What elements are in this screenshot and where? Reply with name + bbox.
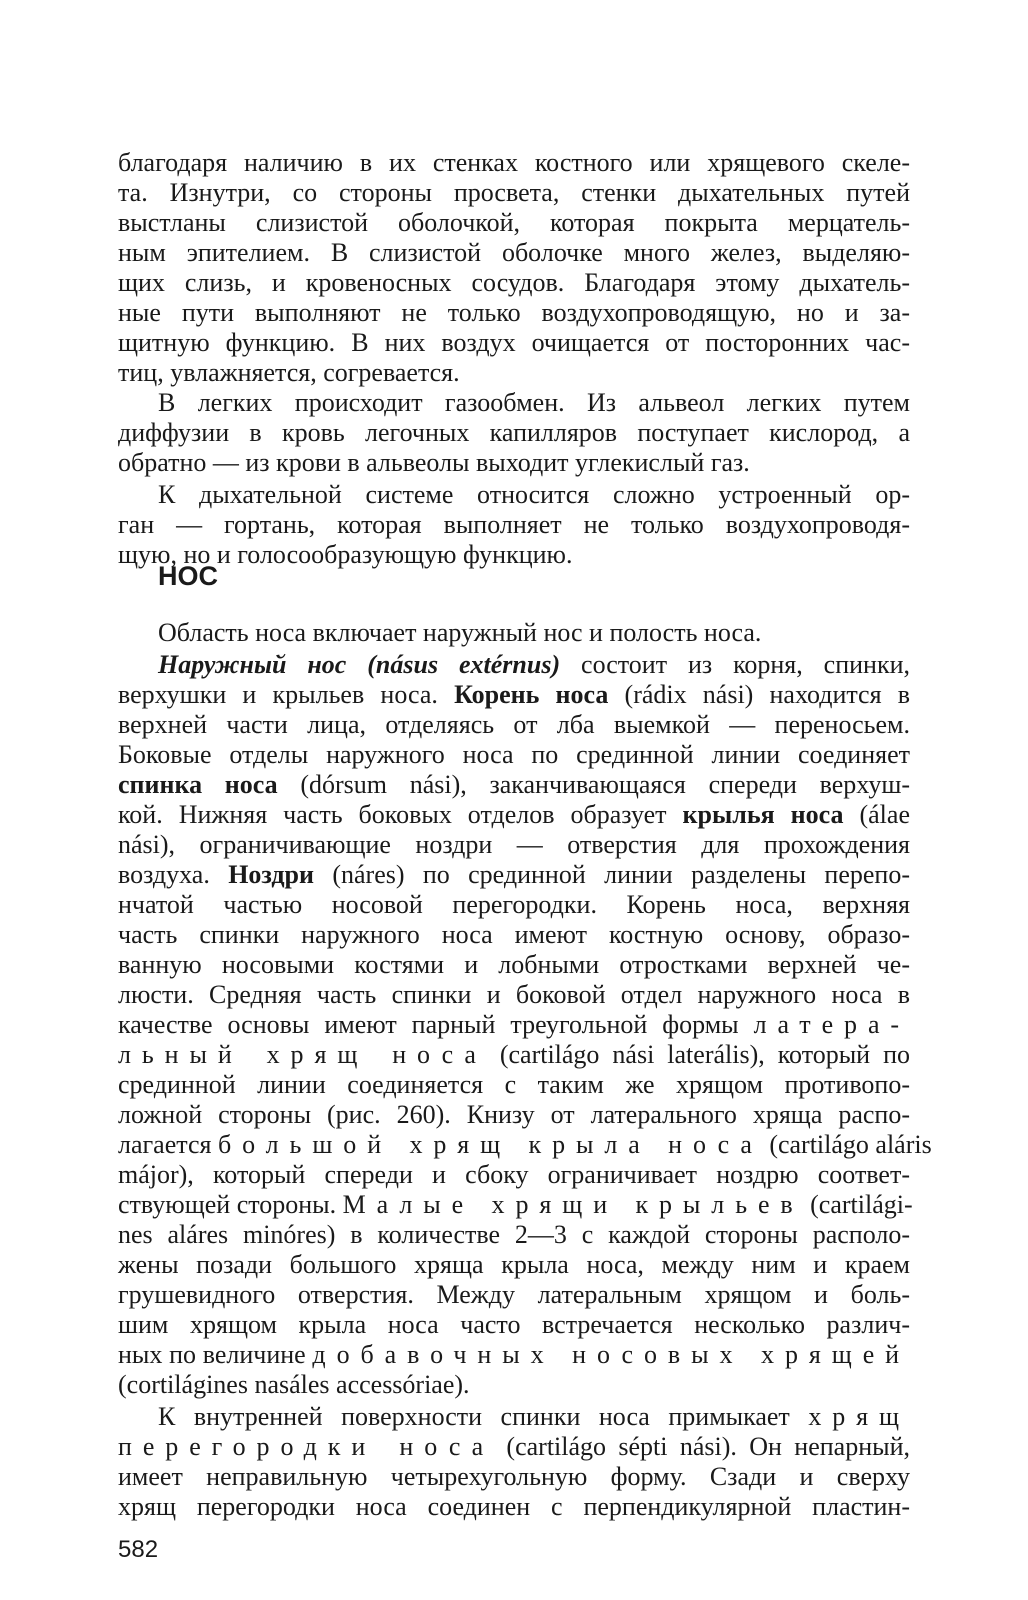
spaced-term: льный хрящ носа bbox=[118, 1040, 487, 1069]
text-span: (álae bbox=[843, 800, 910, 829]
text-span: (cartilági- bbox=[803, 1190, 913, 1219]
term-external-nose: Наружный нос (násus extérnus) bbox=[158, 650, 561, 679]
text-line: хрящ перегородки носа соединен с перпендикулярной пластин- bbox=[118, 1492, 910, 1521]
text-line bbox=[118, 860, 910, 890]
text-line: щую, но и голосообразующую функцию. bbox=[118, 540, 573, 569]
text-line: люсти. Средняя часть спинки и боковой отдел наружного носа в bbox=[118, 980, 910, 1009]
text-line bbox=[118, 1040, 910, 1070]
text-line: щих слизь, и кровеносных сосудов. Благодаря этому дыхатель- bbox=[118, 268, 910, 297]
text-line: благодаря наличию в их стенках костного или хрящевого скеле- bbox=[118, 148, 910, 177]
text-line: májor), который спереди и сбоку ограничивает ноздрю соответ- bbox=[118, 1160, 910, 1189]
text-line bbox=[158, 650, 910, 680]
term-nose-bridge: спинка носа bbox=[118, 770, 278, 799]
text-line bbox=[118, 800, 910, 830]
text-line: срединной линии соединяется с таким же хрящом противопо- bbox=[118, 1070, 910, 1099]
text-line: Область носа включает наружный нос и полость носа. bbox=[158, 618, 762, 647]
page-number: 582 bbox=[118, 1536, 159, 1563]
text-span: (cartilágo nási laterális), который по bbox=[486, 1040, 910, 1069]
text-line: часть спинки наружного носа имеют костную основу, образо- bbox=[118, 920, 910, 949]
section-heading: НОС bbox=[158, 561, 218, 591]
text-span: (dórsum nási), заканчивающаяся спереди верхуш- bbox=[277, 770, 910, 799]
text-line: (cortilágines nasáles accessóriae). bbox=[118, 1370, 470, 1399]
text-span: ствующей стороны. bbox=[118, 1190, 343, 1219]
text-line: ган — гортань, которая выполняет не только воздухопроводя- bbox=[118, 510, 910, 539]
text-line: nási), ограничивающие ноздри — отверстия для прохождения bbox=[118, 830, 910, 859]
text-line bbox=[118, 680, 910, 710]
text-span: (náres) по срединной линии разделены перепо- bbox=[313, 860, 911, 889]
text-line: та. Изнутри, со стороны просвета, стенки дыхательных путей bbox=[118, 178, 910, 207]
text-line bbox=[118, 1432, 910, 1462]
text-line: жены позади большого хряща крыла носа, между ним и краем bbox=[118, 1250, 910, 1279]
term-nose-wings: крылья носа bbox=[682, 800, 844, 829]
spaced-term: добавочных носовых хрящей bbox=[312, 1340, 910, 1369]
text-span: К внутренней поверхности спинки носа примыкает bbox=[158, 1402, 809, 1431]
text-line bbox=[118, 770, 910, 800]
text-line: обратно — из крови в альвеолы выходит углекислый газ. bbox=[118, 448, 750, 477]
term-nose-root: Корень носа bbox=[454, 680, 609, 709]
text-span: кой. Нижняя часть боковых отделов образует bbox=[118, 800, 683, 829]
text-line: nes aláres minóres) в количестве 2—3 с каждой стороны располо- bbox=[118, 1220, 910, 1249]
text-line: ложной стороны (рис. 260). Книзу от латерального хряща распо- bbox=[118, 1100, 910, 1129]
term-nostrils: Ноздри bbox=[228, 860, 314, 889]
spaced-term: хрящ bbox=[808, 1402, 910, 1431]
text-span: лагается bbox=[118, 1130, 218, 1159]
spaced-term: Малые хрящи крыльев bbox=[342, 1190, 804, 1219]
text-line: шим хрящом крыла носа часто встречается несколько различ- bbox=[118, 1310, 910, 1339]
text-line bbox=[118, 1340, 910, 1370]
text-line: верхней части лица, отделяясь от лба выемкой — переносьем. bbox=[118, 710, 910, 739]
text-span: ных по величине bbox=[118, 1340, 313, 1369]
text-line bbox=[118, 1190, 913, 1220]
text-line: В легких происходит газообмен. Из альвеол легких путем bbox=[158, 388, 910, 417]
text-span: воздуха. bbox=[118, 860, 229, 889]
spaced-term: латера- bbox=[753, 1010, 910, 1039]
text-span: (cartilágo aláris bbox=[762, 1130, 932, 1159]
text-line: К дыхательной системе относится сложно устроенный ор- bbox=[158, 480, 910, 509]
text-line: Боковые отделы наружного носа по срединной линии соединяет bbox=[118, 740, 910, 769]
text-line: выстланы слизистой оболочкой, которая покрыта мерцатель- bbox=[118, 208, 910, 237]
spaced-term: большой хрящ крыла носа bbox=[217, 1130, 763, 1159]
text-line: ванную носовыми костями и лобными отростками верхней че- bbox=[118, 950, 910, 979]
text-line: нчатой частью носовой перегородки. Корень носа, верхняя bbox=[118, 890, 910, 919]
text-span: состоит из корня, спинки, bbox=[560, 650, 910, 679]
text-line: диффузии в кровь легочных капилляров поступает кислород, а bbox=[118, 418, 910, 447]
text-line bbox=[158, 1402, 910, 1432]
text-line: грушевидного отверстия. Между латеральным хрящом и боль- bbox=[118, 1280, 910, 1309]
text-line: тиц, увлажняется, согревается. bbox=[118, 358, 460, 387]
text-span: качестве основы имеют парный треугольной формы bbox=[118, 1010, 754, 1039]
text-line: ные пути выполняют не только воздухопроводящую, но и за- bbox=[118, 298, 910, 327]
text-span: (rádix nási) находится в bbox=[608, 680, 911, 709]
text-line: ным эпителием. В слизистой оболочке много желез, выделяю- bbox=[118, 238, 910, 267]
text-span: (cartilágo sépti nási). Он непарный, bbox=[494, 1432, 910, 1461]
text-span: верхушки и крыльев носа. bbox=[118, 680, 455, 709]
text-line: имеет неправильную четырехугольную форму. Сзади и сверху bbox=[118, 1462, 910, 1491]
text-line bbox=[118, 1130, 932, 1160]
text-line: щитную функцию. В них воздух очищается от посторонних час- bbox=[118, 328, 910, 357]
spaced-term: перегородки носа bbox=[118, 1432, 495, 1461]
text-line bbox=[118, 1010, 910, 1040]
